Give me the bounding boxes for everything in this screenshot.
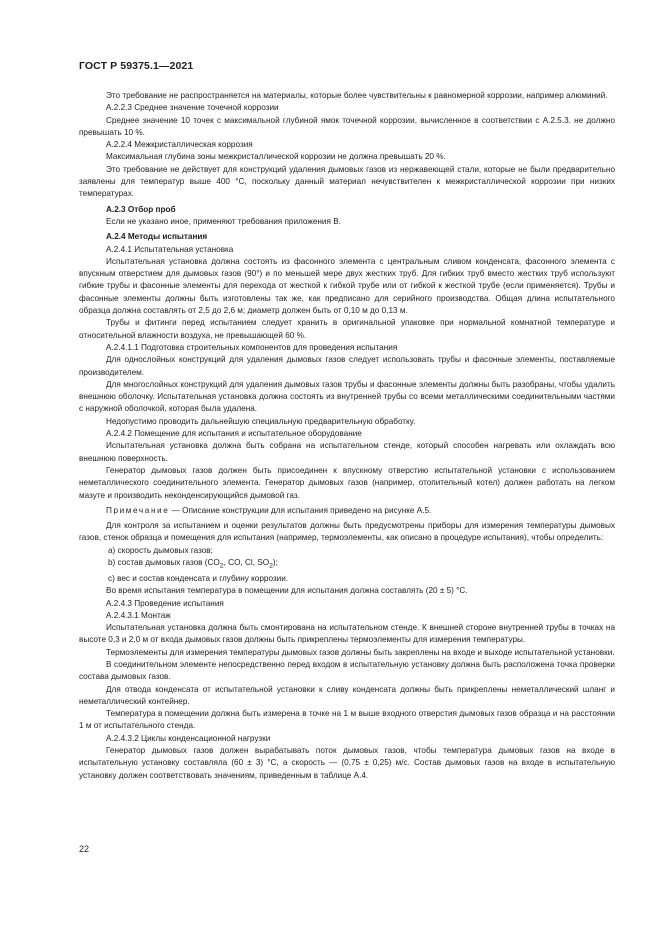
page-number: 22 (79, 844, 90, 854)
note-text: — Описание конструкции для испытания приведено на рисунке А.5. (169, 505, 432, 515)
paragraph: Для отвода конденсата от испытательной установки к сливу конденсата должны быть прикреплены неметаллический шланг и неметаллический контейнер. (79, 684, 615, 706)
note (79, 505, 615, 517)
section-heading: А.2.4.3.2 Циклы конденсационной нагрузки (106, 733, 271, 743)
text-run: b) состав дымовых газов (CO (108, 557, 220, 567)
section-heading: А.2.4.1 Испытательная установка (106, 244, 234, 254)
paragraph: Это требование не распространяется на материалы, которые более чувствительны к равномерной коррозии, например алюминий. (106, 91, 608, 100)
paragraph: Максимальная глубина зоны межкристаллической коррозии не должна превышать 20 %. (106, 152, 446, 162)
list-item (79, 557, 615, 573)
section-heading: А.2.2.3 Среднее значение точечной коррозии (106, 103, 279, 113)
paragraph: Для однослойных конструкций для удаления дымовых газов следует использовать трубы и фасонные элементы, поставляемые производителем. (79, 355, 615, 377)
paragraph: Среднее значение 10 точек с максимальной глубиной ямок точечной коррозии, вычисленное в соответствии с А.2.5.3. не должно превышать 10 %. (79, 115, 615, 137)
document-body (79, 90, 615, 782)
paragraph: Испытательная установка должна быть собрана на испытательном стенде, который способен нагревать или охлаждать всю внешнюю поверхность. (79, 441, 615, 463)
text-run: , CO, Cl, SO (223, 557, 270, 567)
paragraph: Недопустимо проводить дальнейшую специальную предварительную обработку. (106, 416, 416, 426)
paragraph: Трубы и фитинги перед испытанием следует хранить в оригинальной упаковке при нормальной комнатной температуре и относительной влажности воздуха, не превышающей 60 %. (79, 318, 615, 340)
section-heading: А.2.4.3 Проведение испытания (106, 598, 224, 608)
paragraph: Во время испытания температура в помещении для испытания должна составлять (20 ± 5) °C. (106, 586, 468, 596)
document-header: ГОСТ Р 59375.1—2021 (79, 60, 194, 72)
section-heading: А.2.2.4 Межкристаллическая коррозия (106, 140, 253, 150)
text-run: ); (272, 557, 278, 567)
paragraph: Генератор дымовых газов должен вырабатывать поток дымовых газов, чтобы температура дымовых газов на входе в испытательную установку составляла (60 ± 3) °C, а скорость — (0,75 ± 0,25) м/с. Состав дымовых газов на входе в испытательную установку должен соответствовать значениям, приведенным в таблице А.4. (79, 746, 615, 780)
subscript: 2 (269, 562, 273, 570)
section-heading-bold: А.2.3 Отбор проб (106, 204, 176, 214)
paragraph: Генератор дымовых газов должен быть присоединен к впускному отверстию испытательной установки с использованием неметаллического соединительного элемента. Генератор дымовых газов (например, отопительный котел) должен работать на легком мазуте и производить неконденсирующийся дымовой газ. (79, 465, 615, 500)
paragraph: В соединительном элементе непосредственно перед входом в испытательную установку должна быть расположена точка проверки состава дымовых газов. (79, 660, 615, 682)
paragraph: Испытательная установка должна состоять из фасонного элемента с центральным сливом конденсата, фасонного элемента с впускным отверстием для дымовых газов (90°) и по меньшей мере двух жестких труб. Для гибких труб вместо жестких труб используют гибкие трубы и фасонные элементы для перехода от жесткой к гибкой трубе или от гибкой к жесткой трубе (если применяется). Трубы и фасонные элементы должны быть изготовлены так же, как предписано для серийного производства. Общая длина испытательного образца должна составлять от 2,5 до 2,6 м; диаметр должен быть от 0,10 м до 0,13 м. (79, 256, 615, 316)
paragraph: Испытательная установка должна быть смонтирована на испытательном стенде. К внешней стороне внутренней трубы в точках на высоте 0,3 и 2,0 м от входа дымовых газов должны быть прикреплены термоэлементы для измерения температуры. (79, 623, 615, 645)
section-heading-bold: А.2.4 Методы испытания (106, 232, 208, 242)
paragraph: Для контроля за испытанием и оценки результатов должны быть предусмотрены приборы для измерения температуры дымовых газов, стенок образца и помещения для испытания (например, термоэлементы, как описано в процедуре испытания), чтобы определить: (79, 521, 615, 543)
section-heading: А.2.4.1.1 Подготовка строительных компонентов для проведения испытания (106, 342, 398, 352)
subscript: 2 (219, 562, 224, 570)
section-heading: А.2.4.3.1 Монтаж (106, 610, 171, 620)
paragraph: Это требование не действует для конструкций удаления дымовых газов из нержавеющей стали, которые не были предварительно заявлены для температур выше 400 °C, поскольку данный материал нечувствителен к межкристаллической коррозии при низких температурах. (79, 164, 615, 199)
section-heading: А.2.4.2 Помещение для испытания и испытательное оборудование (106, 429, 362, 439)
paragraph: Температура в помещении должна быть измерена в точке на 1 м выше входного отверстия дымовых газов образца и на расстоянии 1 м от испытательного стенда. (79, 709, 615, 731)
paragraph: Если не указано иное, применяют требования приложения В. (106, 216, 341, 226)
list-item: c) вес и состав конденсата и глубину коррозии. (108, 573, 289, 583)
list-item: a) скорость дымовых газов; (108, 545, 213, 555)
paragraph: Термоэлементы для измерения температуры дымовых газов должны быть закреплены на входе и выходе испытательной установки. (106, 647, 615, 657)
paragraph: Для многослойных конструкций для удаления дымовых газов трубы и фасонные элементы должны быть разобраны, чтобы удалить внешнюю оболочку. Испытательная установка должна состоять из внутренней трубы со всеми металлическими соединительными частями с наружной оболочкой, которая была удалена. (79, 379, 615, 414)
note-label: Примечание (106, 505, 170, 515)
